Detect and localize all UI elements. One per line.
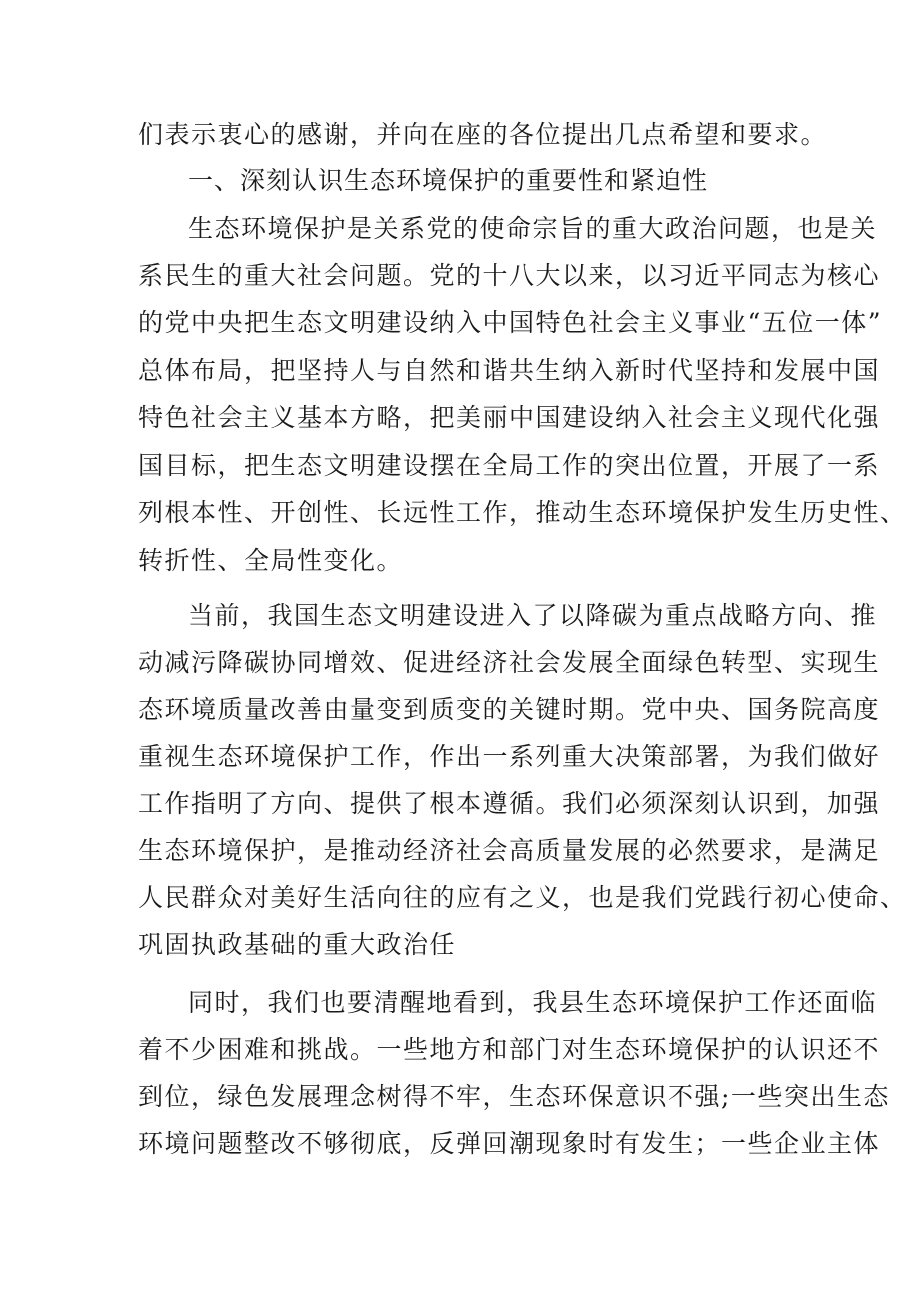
paragraph-line: 巩固执政基础的重大政治任: [138, 930, 457, 959]
paragraph-line: 到位，绿色发展理念树得不牢，生态环保意识不强;一些突出生态: [138, 1082, 890, 1111]
paragraph-line: 人民群众对美好生活向往的应有之义，也是我们党践行初心使命、: [138, 883, 907, 912]
paragraph-line: 态环境质量改善由量变到质变的关键时期。党中央、国务院高度: [138, 695, 881, 724]
paragraph-line: 当前，我国生态文明建设进入了以降碳为重点战略方向、推: [188, 601, 878, 630]
paragraph-line: 工作指明了方向、提供了根本遵循。我们必须深刻认识到，加强: [138, 789, 881, 818]
paragraph-line: 总体布局，把坚持人与自然和谐共生纳入新时代坚持和发展中国: [138, 356, 881, 385]
paragraph-line: 同时，我们也要清醒地看到，我县生态环境保护工作还面临: [188, 988, 878, 1017]
paragraph-line: 生态环境保护是关系党的使命宗旨的重大政治问题，也是关: [188, 214, 878, 243]
paragraph-line: 特色社会主义基本方略，把美丽中国建设纳入社会主义现代化强: [138, 403, 881, 432]
paragraph-line: 国目标，把生态文明建设摆在全局工作的突出位置，开展了一系: [138, 451, 881, 480]
paragraph-line: 生态环境保护，是推动经济社会高质量发展的必然要求，是满足: [138, 836, 881, 865]
paragraph-line: 着不少困难和挑战。一些地方和部门对生态环境保护的认识还不: [138, 1035, 881, 1064]
paragraph-line: 系民生的重大社会问题。党的十八大以来，以习近平同志为核心: [138, 261, 881, 290]
paragraph-line: 们表示衷心的感谢，并向在座的各位提出几点希望和要求。: [138, 120, 828, 149]
paragraph-line: 的党中央把生态文明建设纳入中国特色社会主义事业“五位一体”: [138, 308, 883, 337]
paragraph-line: 环境问题整改不够彻底，反弹回潮现象时有发生；一些企业主体: [138, 1129, 881, 1158]
section-heading: 一、深刻认识生态环境保护的重要性和紧迫性: [188, 166, 709, 195]
paragraph-line: 转折性、全局性变化。: [138, 546, 404, 575]
paragraph-line: 动减污降碳协同增效、促进经济社会发展全面绿色转型、实现生: [138, 648, 881, 677]
paragraph-line: 重视生态环境保护工作，作出一系列重大决策部署，为我们做好: [138, 742, 881, 771]
paragraph-line: 列根本性、开创性、长远性工作，推动生态环境保护发生历史性、: [138, 498, 907, 527]
